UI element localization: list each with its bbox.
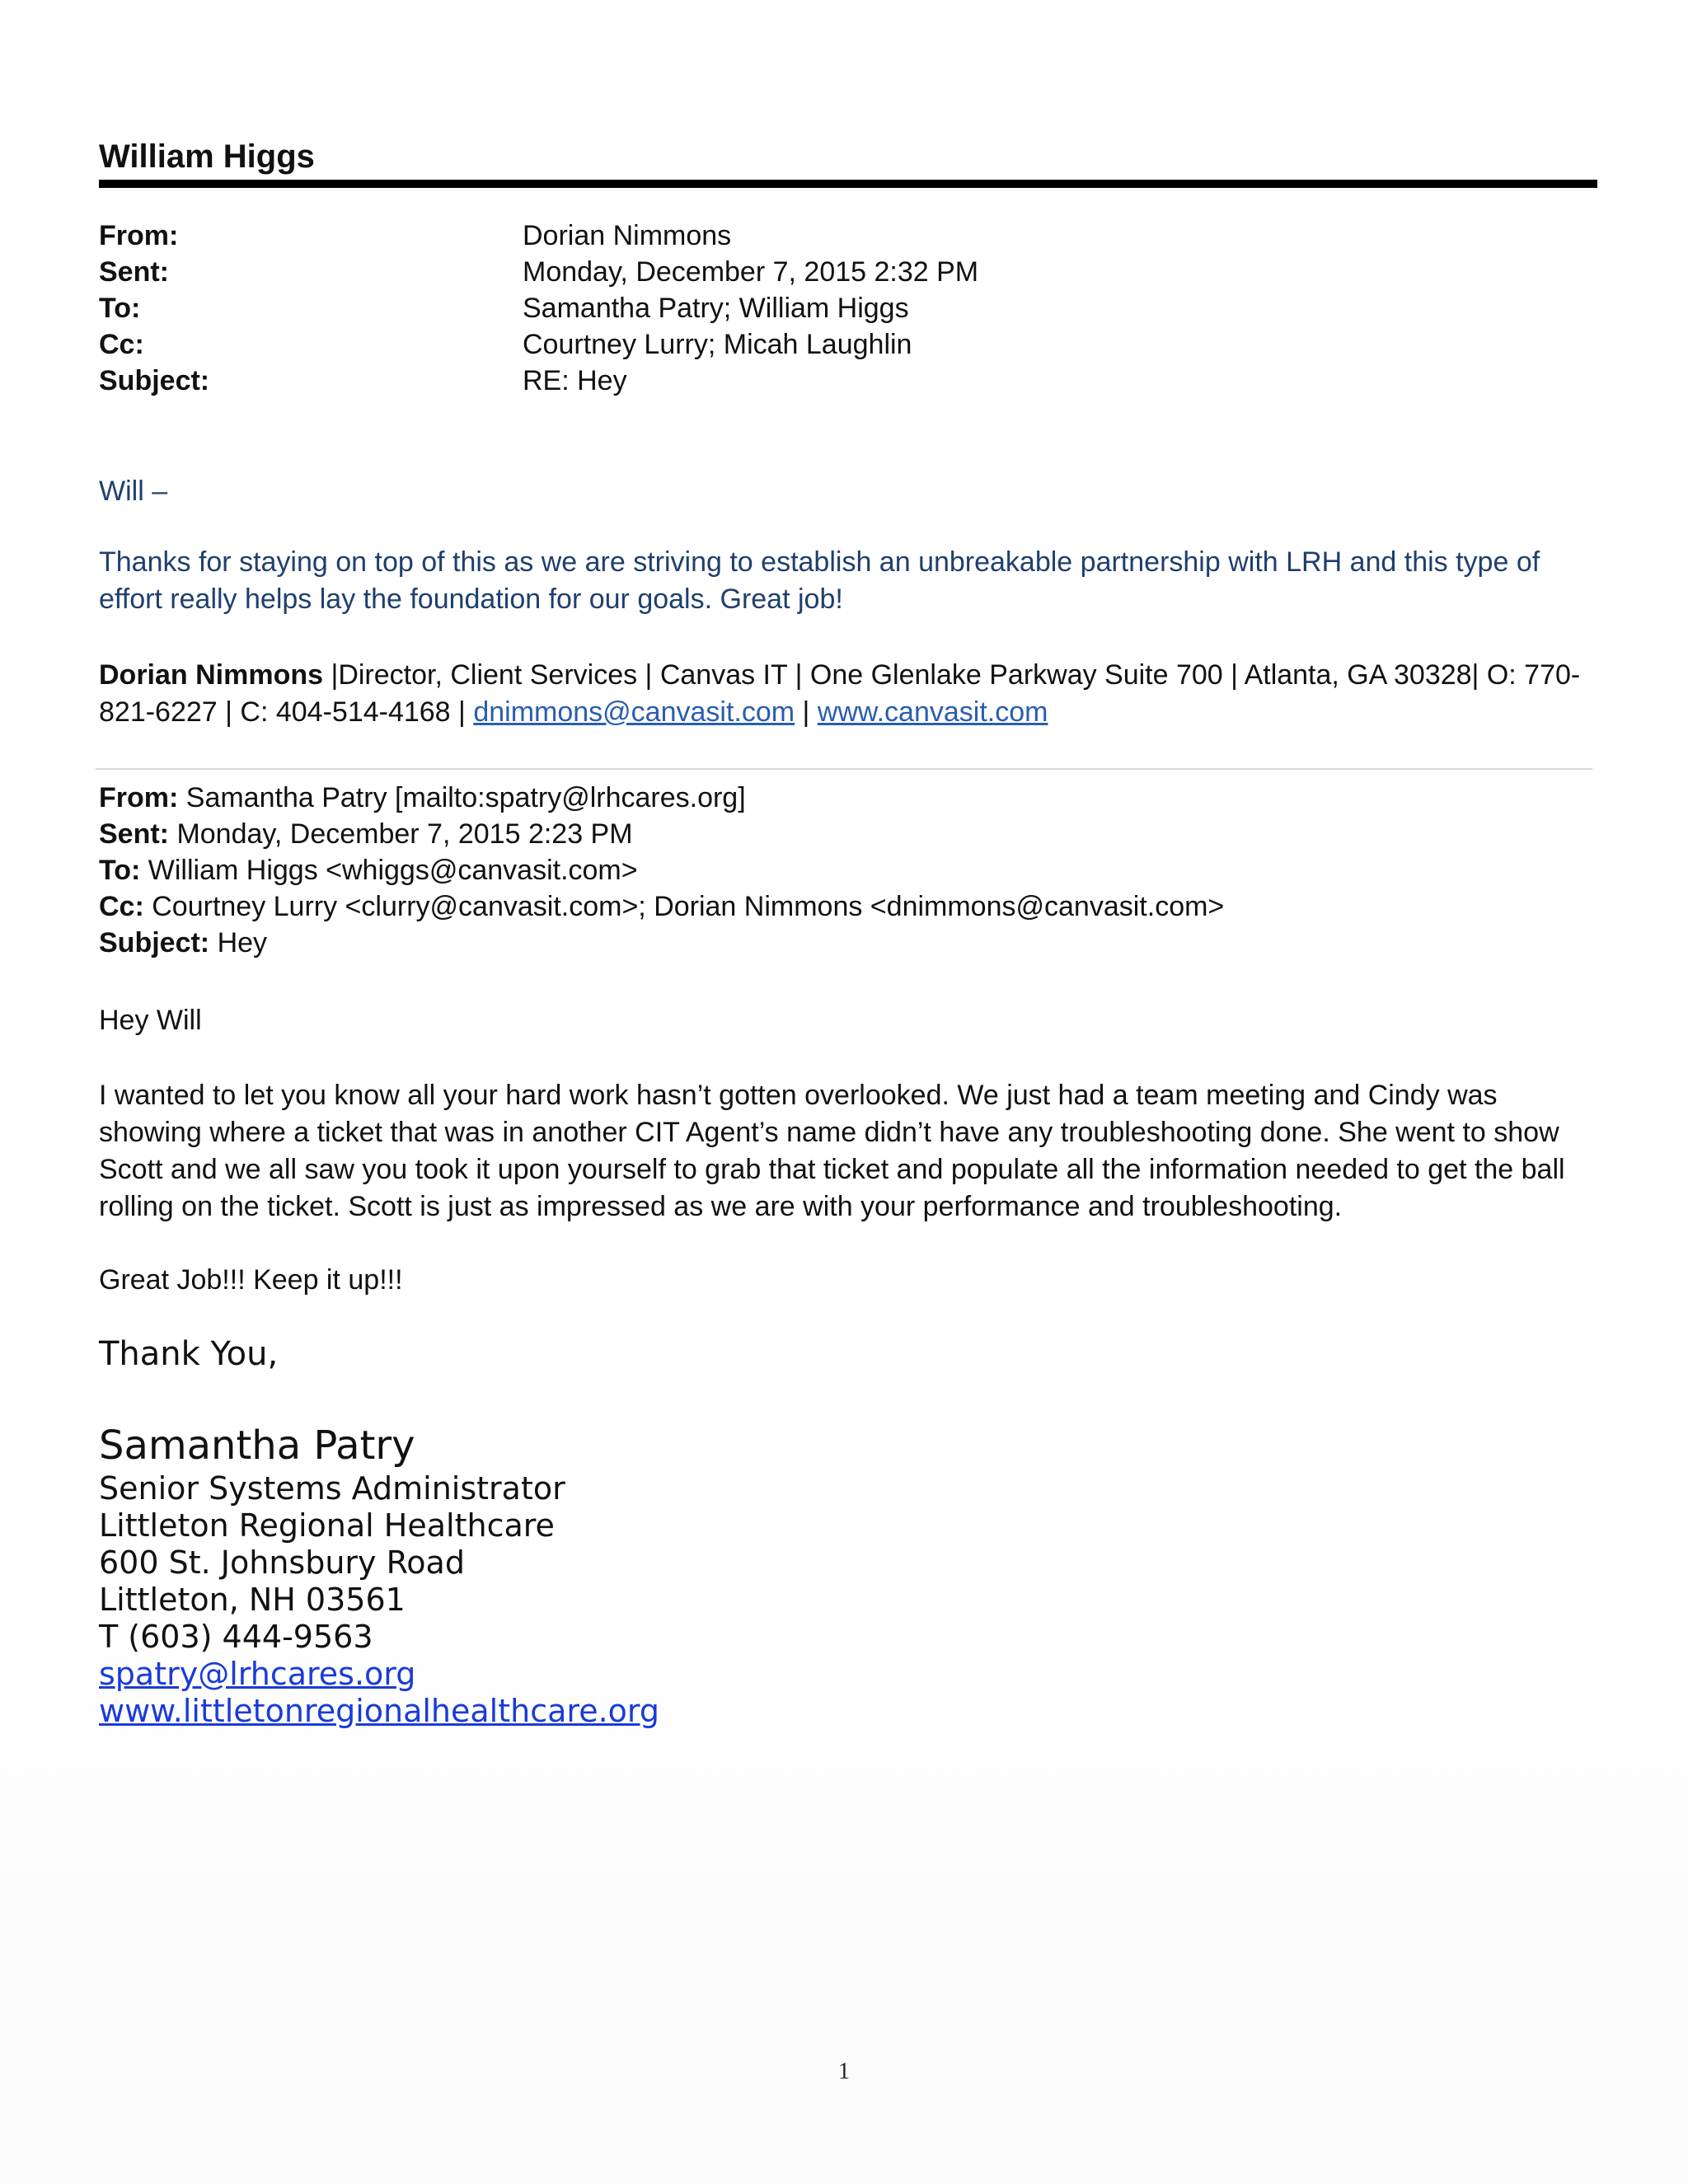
fwd-cc-value: Courtney Lurry <clurry@canvasit.com>; Dorian Nimmons <dnimmons@canvasit.com>	[143, 891, 1225, 922]
signature2-title: Senior Systems Administrator	[99, 1470, 565, 1507]
signature2-phone: T (603) 444-9563	[99, 1619, 373, 1655]
signature-website-link[interactable]: www.canvasit.com	[817, 696, 1048, 728]
header-cc-label: Cc:	[99, 329, 144, 360]
fwd-subject-row	[99, 925, 267, 961]
message-divider	[96, 768, 1592, 770]
fwd-sent-row	[99, 816, 633, 852]
fwd-sent-label: Sent:	[99, 818, 169, 850]
signature-name: Dorian Nimmons	[99, 659, 324, 691]
fwd-greeting: Hey Will	[99, 1005, 202, 1036]
fwd-to-value: William Higgs <whiggs@canvasit.com>	[140, 855, 638, 886]
header-subject-label: Subject:	[99, 365, 210, 396]
mailbox-owner-name: William Higgs	[99, 138, 315, 175]
fwd-thanks: Thank You,	[99, 1335, 279, 1373]
header-from-label: From:	[99, 220, 179, 251]
page-number: 1	[838, 2059, 850, 2084]
header-to-label: To:	[99, 293, 141, 324]
reply-greeting: Will –	[99, 476, 168, 507]
header-to-value: Samantha Patry; William Higgs	[523, 293, 909, 324]
header-sent-label: Sent:	[99, 256, 169, 288]
fwd-from-label: From:	[99, 782, 179, 813]
signature-dorian	[99, 657, 1607, 731]
signature-details: |Director, Client Services | Canvas IT | One Glenlake Parkway Suite 700 | Atlanta, GA 30328| O: 770-821-6227 | C: 404-514-4168 |	[99, 659, 1581, 728]
signature-email-link[interactable]: dnimmons@canvasit.com	[473, 696, 795, 728]
header-from-value: Dorian Nimmons	[523, 220, 732, 251]
signature2-email-link[interactable]: spatry@lrhcares.org	[99, 1656, 416, 1692]
fwd-from-value: Samantha Patry [mailto:spatry@lrhcares.org]	[178, 782, 746, 813]
signature2-name: Samantha Patry	[99, 1422, 415, 1469]
header-subject-value: RE: Hey	[523, 365, 627, 396]
fwd-subject-value: Hey	[209, 927, 268, 958]
signature2-org: Littleton Regional Healthcare	[99, 1507, 555, 1544]
fwd-cc-label: Cc:	[99, 891, 144, 922]
header-sent-value: Monday, December 7, 2015 2:32 PM	[523, 256, 979, 288]
fwd-sent-value: Monday, December 7, 2015 2:23 PM	[169, 818, 633, 850]
signature-separator: |	[795, 696, 818, 728]
signature2-website-link[interactable]: www.littletonregionalhealthcare.org	[99, 1693, 659, 1729]
fwd-subject-label: Subject:	[99, 927, 210, 958]
reply-body: Thanks for staying on top of this as we are striving to establish an unbreakable partnership with LRH and this type of effort really helps lay the foundation for our goals. Great job!	[99, 546, 1540, 615]
fwd-to-row	[99, 852, 638, 888]
fwd-body: I wanted to let you know all your hard work hasn’t gotten overlooked. We just had a team meeting and Cindy was showing where a ticket that was in another CIT Agent’s name didn’t have any troubleshooting done. She went to show Scott and we all saw you took it upon yourself to grab that ticket and populate all the information needed to get the ball rolling on the ticket. Scott is just as impressed as we are with your performance and troubleshooting.	[99, 1080, 1565, 1222]
header-cc-value: Courtney Lurry; Micah Laughlin	[523, 329, 912, 360]
header-rule	[99, 180, 1597, 188]
fwd-from-row	[99, 780, 746, 816]
signature2-street: 600 St. Johnsbury Road	[99, 1544, 465, 1581]
fwd-closing-line: Great Job!!! Keep it up!!!	[99, 1264, 403, 1296]
fwd-to-label: To:	[99, 855, 141, 886]
fwd-cc-row	[99, 888, 1224, 925]
signature2-city: Littleton, NH 03561	[99, 1582, 406, 1618]
